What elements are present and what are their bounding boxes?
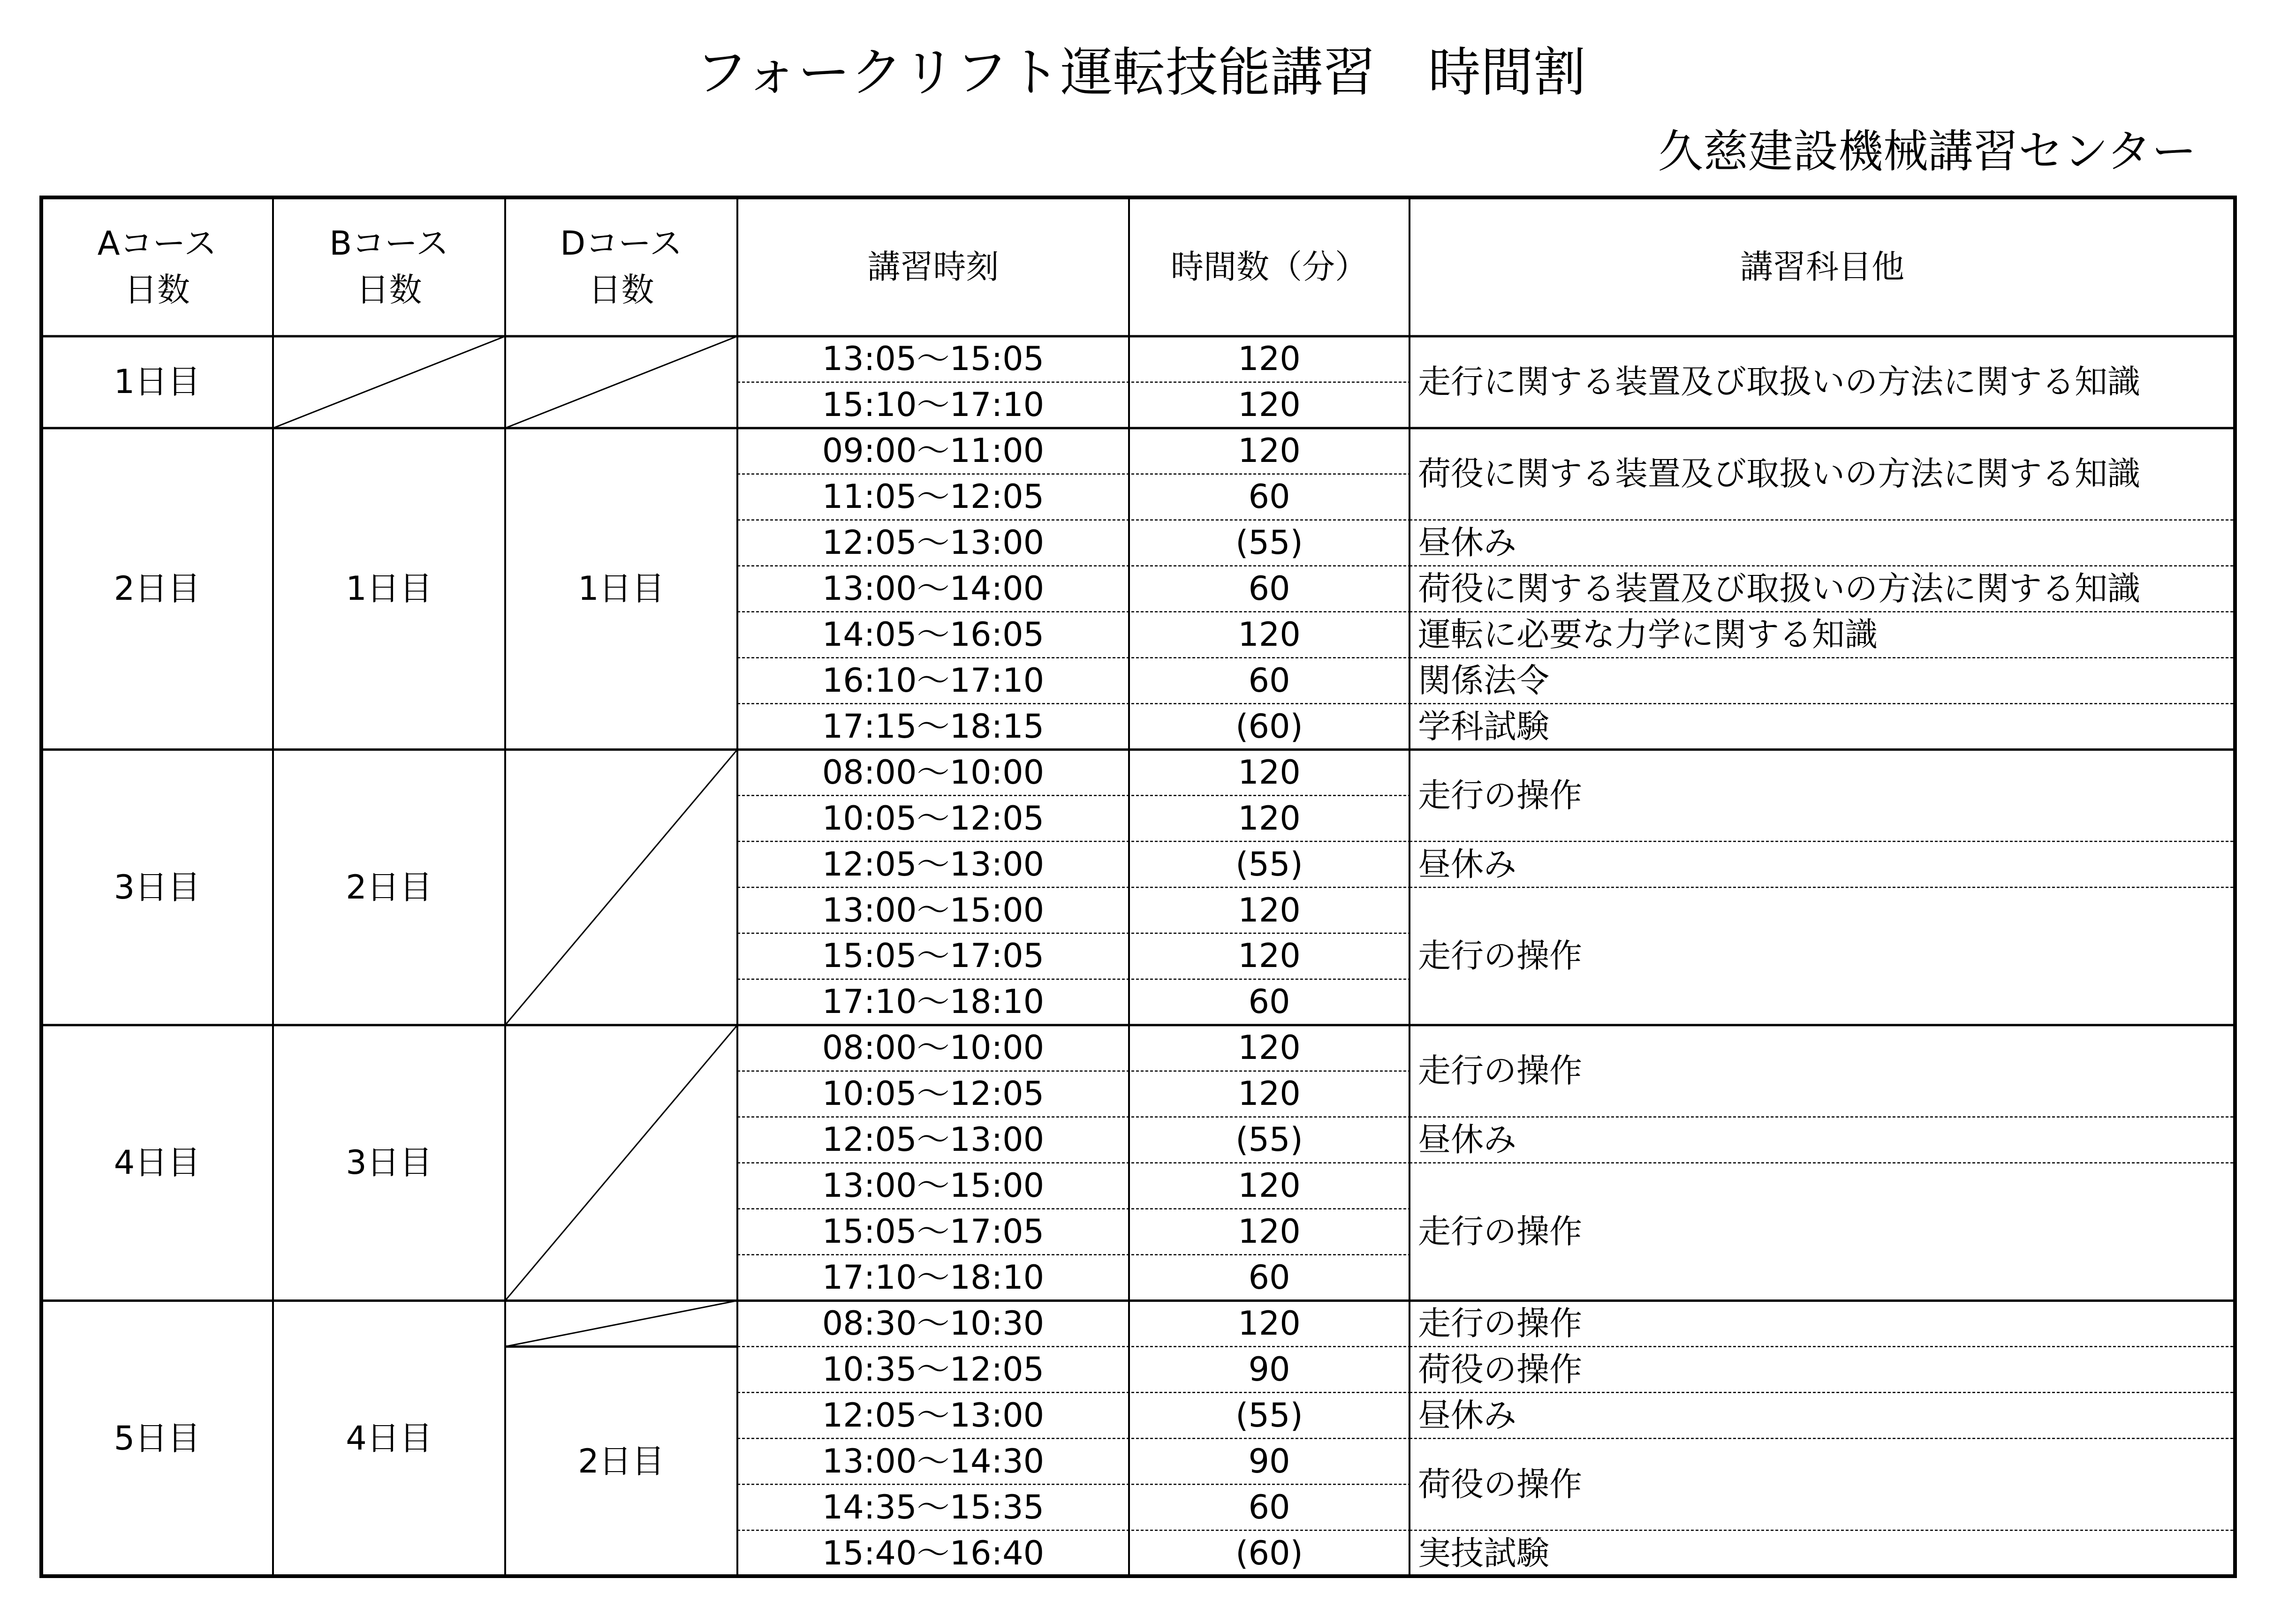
minutes-cell: (55) [1235,523,1303,562]
minutes-cell: 120 [1238,385,1301,424]
subject-cell: 荷役に関する装置及び取扱いの方法に関する知識 [1418,569,2140,608]
minutes-cell: 120 [1238,1074,1301,1113]
minutes-cell: 60 [1248,477,1290,516]
minutes-cell: 120 [1238,1166,1301,1205]
minutes-cell: 120 [1238,1028,1301,1067]
time-cell: 14:35～15:35 [822,1488,1045,1526]
course-b-day: 1日目 [346,569,432,608]
subject-cell: 走行の操作 [1418,1304,1582,1343]
course-a-day: 4日目 [114,1143,201,1182]
header-label: 講習時刻 [867,247,999,286]
minutes-cell: 120 [1238,340,1301,378]
time-cell: 12:05～13:00 [822,523,1045,562]
page-title: フォークリフト運転技能講習 時間割 [695,42,1586,103]
time-cell: 14:05～16:05 [822,615,1045,654]
minutes-cell: 120 [1238,615,1301,654]
time-cell: 12:05～13:00 [822,845,1045,884]
time-cell: 15:05～17:05 [822,937,1045,975]
minutes-cell: 120 [1238,891,1301,929]
minutes-cell: 90 [1248,1350,1290,1389]
time-cell: 15:05～17:05 [822,1212,1045,1251]
minutes-cell: 60 [1248,1258,1290,1297]
time-cell: 08:00～10:00 [822,753,1045,792]
subject-cell: 昼休み [1418,523,1516,562]
minutes-cell: 60 [1248,982,1290,1021]
subject-cell: 昼休み [1418,1396,1516,1435]
header-label: Bコース [329,224,449,263]
header-label: Dコース [560,224,682,263]
time-cell: 12:05～13:00 [822,1396,1045,1435]
subject-cell: 走行の操作 [1418,1051,1582,1090]
course-b-header [273,197,505,336]
header-label: Aコース [97,224,217,263]
minutes-cell: (60) [1235,1533,1303,1572]
time-cell: 12:05～13:00 [822,1120,1045,1159]
minutes-header [1129,197,1410,336]
time-cell: 08:00～10:00 [822,1028,1045,1067]
subject-cell: 走行の操作 [1418,776,1582,815]
course-d-header [505,197,737,336]
minutes-cell: 120 [1238,431,1301,470]
header-sublabel: 日数 [356,271,422,309]
header-sublabel: 日数 [588,271,654,309]
header-sublabel: 日数 [124,271,190,309]
time-cell: 13:00～15:00 [822,891,1045,929]
subject-cell: 関係法令 [1418,661,1549,700]
time-cell: 09:00～11:00 [822,431,1045,470]
minutes-cell: 120 [1238,753,1301,792]
time-cell: 10:35～12:05 [822,1350,1045,1389]
course-b-day: 3日目 [346,1143,432,1182]
empty-cell-slash [505,336,737,428]
minutes-cell: 120 [1238,1212,1301,1251]
subject-cell: 走行の操作 [1418,937,1582,975]
course-b-day: 4日目 [346,1419,432,1458]
time-cell: 11:05～12:05 [822,477,1045,516]
course-a-day: 1日目 [114,363,201,401]
organization-name: 久慈建設機械講習センター [1658,125,2197,178]
minutes-cell: 120 [1238,937,1301,975]
course-a-day: 2日目 [114,569,201,608]
minutes-cell: (55) [1235,1396,1303,1435]
time-header [737,197,1129,336]
time-cell: 10:05～12:05 [822,799,1045,838]
minutes-cell: 60 [1248,661,1290,700]
header-label: 時間数（分） [1171,247,1368,286]
subject-cell: 学科試験 [1418,707,1549,746]
minutes-cell: 120 [1238,799,1301,838]
minutes-cell: 60 [1248,569,1290,608]
course-d-day: 2日目 [578,1442,665,1480]
minutes-cell: (55) [1235,1120,1303,1159]
time-cell: 15:40～16:40 [822,1533,1045,1572]
subject-header [1410,197,2235,336]
subject-cell: 運転に必要な力学に関する知識 [1418,615,1878,654]
time-cell: 16:10～17:10 [822,661,1045,700]
minutes-cell: 90 [1248,1442,1290,1480]
minutes-cell: (60) [1235,707,1303,746]
time-cell: 17:15～18:15 [822,707,1045,746]
subject-cell: 荷役の操作 [1418,1350,1582,1389]
course-d-day: 1日目 [578,569,665,608]
empty-cell-slash [273,336,505,428]
subject-cell: 荷役に関する装置及び取扱いの方法に関する知識 [1418,454,2140,493]
time-cell: 13:00～14:00 [822,569,1045,608]
subject-cell: 昼休み [1418,1120,1516,1159]
subject-cell: 走行の操作 [1418,1212,1582,1251]
course-a-header [41,197,273,336]
subject-cell: 荷役の操作 [1418,1465,1582,1503]
time-cell: 13:00～15:00 [822,1166,1045,1205]
time-cell: 10:05～12:05 [822,1074,1045,1113]
empty-cell-slash [505,1025,737,1301]
minutes-cell: (55) [1235,845,1303,884]
time-cell: 08:30～10:30 [822,1304,1045,1343]
course-b-day: 2日目 [346,868,432,906]
header-label: 講習科目他 [1740,247,1904,286]
empty-cell-slash [505,749,737,1025]
subject-cell: 走行に関する装置及び取扱いの方法に関する知識 [1418,363,2140,401]
subject-cell: 実技試験 [1418,1533,1549,1572]
time-cell: 13:05～15:05 [822,340,1045,378]
time-cell: 17:10～18:10 [822,982,1045,1021]
time-cell: 17:10～18:10 [822,1258,1045,1297]
subject-cell: 昼休み [1418,845,1516,884]
course-a-day: 3日目 [114,868,201,906]
course-a-day: 5日目 [114,1419,201,1458]
minutes-cell: 120 [1238,1304,1301,1343]
empty-cell-slash [505,1300,737,1346]
minutes-cell: 60 [1248,1488,1290,1526]
time-cell: 13:00～14:30 [822,1442,1045,1480]
time-cell: 15:10～17:10 [822,385,1045,424]
